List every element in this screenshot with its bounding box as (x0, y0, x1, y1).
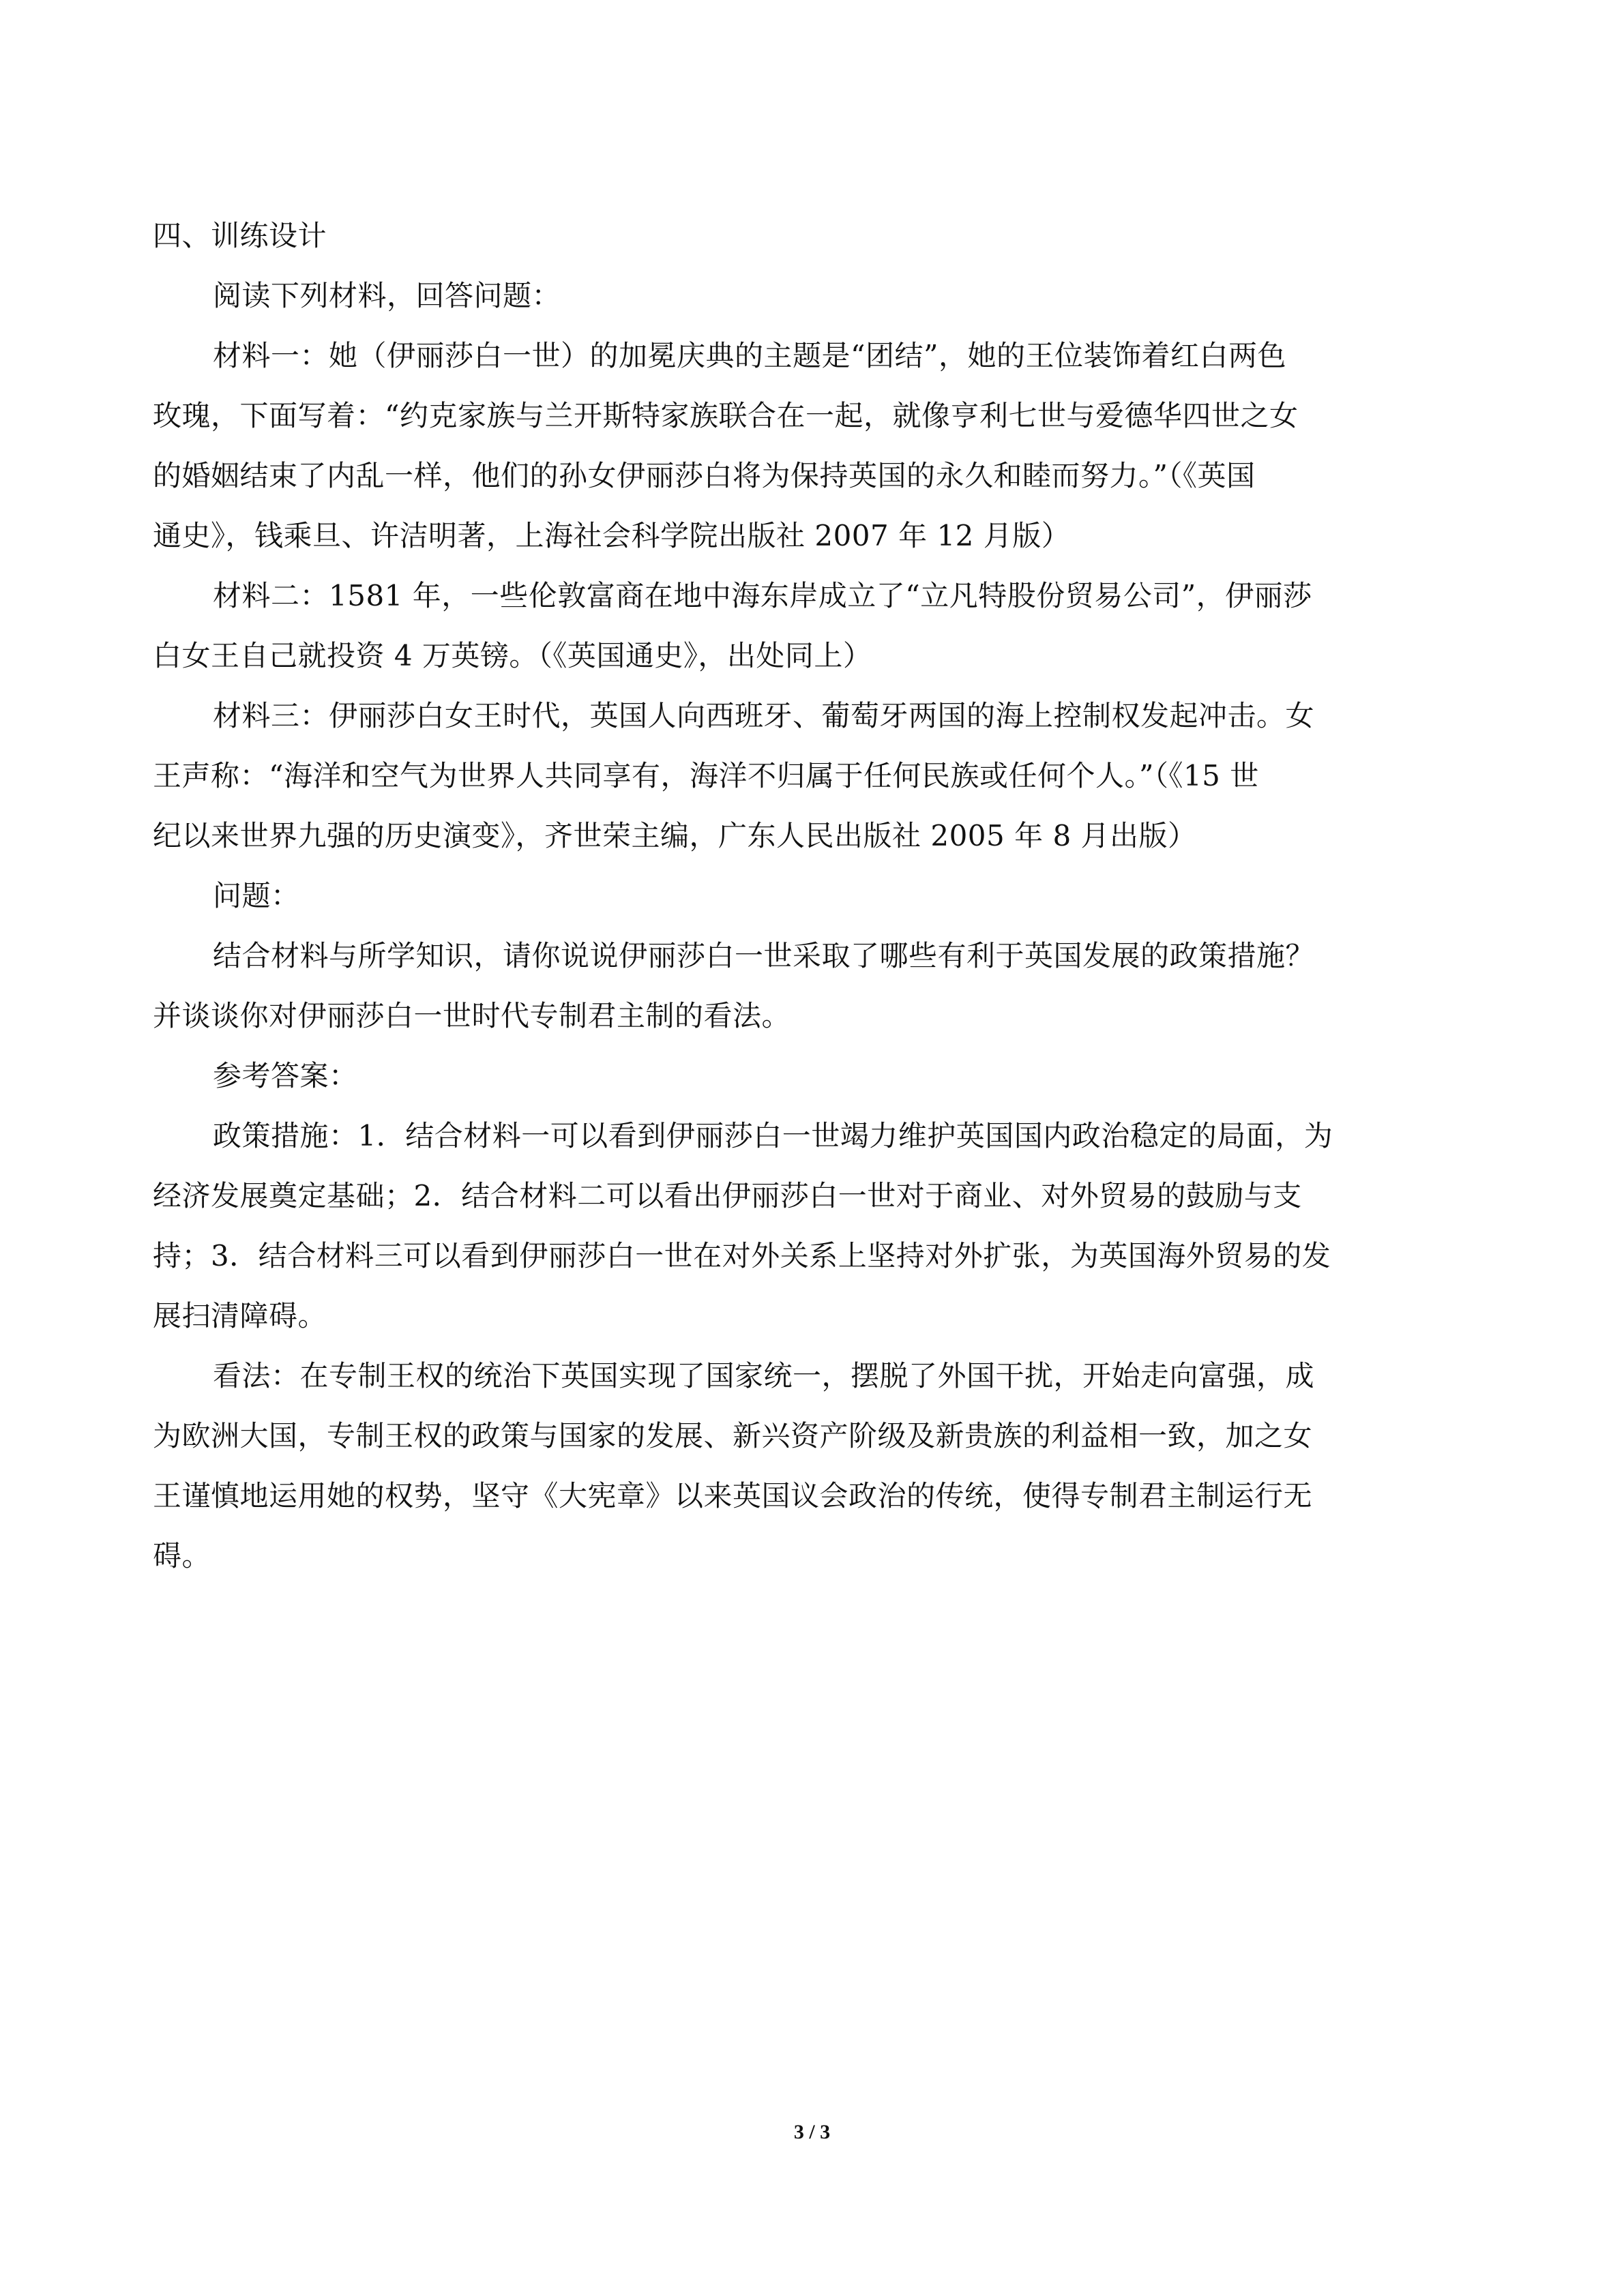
answer-label: 参考答案： (213, 1059, 358, 1092)
material-two-line: 材料二：1581 年，一些伦敦富商在地中海东岸成立了“立凡特股份贸易公司”，伊丽莎 (213, 579, 1312, 612)
question-label: 问题： (213, 879, 300, 912)
material-one-line: 玫瑰，下面写着：“约克家族与兰开斯特家族联合在一起，就像亨利七世与爱德华四世之女 (153, 399, 1299, 432)
material-one-line: 通史》，钱乘旦、许洁明著，上海社会科学院出版社 2007 年 12 月版） (153, 519, 1071, 552)
material-three-line: 纪以来世界九强的历史演变》，齐世荣主编，广东人民出版社 2005 年 8 月出版） (153, 819, 1197, 852)
policy-answer-line: 经济发展奠定基础；2．结合材料二可以看出伊丽莎白一世对于商业、对外贸易的鼓励与支 (153, 1179, 1302, 1212)
policy-answer-line: 持；3．结合材料三可以看到伊丽莎白一世在对外关系上坚持对外扩张，为英国海外贸易的发 (153, 1239, 1331, 1272)
page-number: 3 / 3 (793, 2121, 831, 2143)
material-one-line: 材料一：她（伊丽莎白一世）的加冕庆典的主题是“团结”，她的王位装饰着红白两色 (213, 339, 1286, 372)
policy-answer-line: 展扫清障碍。 (153, 1299, 327, 1332)
view-answer-line: 王谨慎地运用她的权势，坚守《大宪章》以来英国议会政治的传统，使得专制君主制运行无 (153, 1479, 1313, 1512)
view-answer-line: 看法：在专制王权的统治下英国实现了国家统一，摆脱了外国干扰，开始走向富强，成 (213, 1359, 1315, 1392)
policy-answer-line: 政策措施：1．结合材料一可以看到伊丽莎白一世竭力维护英国国内政治稳定的局面，为 (213, 1119, 1333, 1152)
view-answer-line: 碍。 (153, 1539, 211, 1572)
document-body (153, 206, 1475, 1586)
material-three-line: 材料三：伊丽莎白女王时代，英国人向西班牙、葡萄牙两国的海上控制权发起冲击。女 (213, 699, 1315, 732)
material-two-line: 白女王自己就投资 4 万英镑。（《英国通史》，出处同上） (153, 639, 872, 672)
instruction-line: 阅读下列材料，回答问题： (213, 279, 561, 312)
material-three-line: 王声称：“海洋和空气为世界人共同享有，海洋不归属于任何民族或任何个人。”（《15 世 (153, 759, 1259, 792)
question-line: 并谈谈你对伊丽莎白一世时代专制君主制的看法。 (153, 999, 791, 1032)
material-one-line: 的婚姻结束了内乱一样，他们的孙女伊丽莎白将为保持英国的永久和睦而努力。”（《英国 (153, 459, 1256, 492)
question-line: 结合材料与所学知识，请你说说伊丽莎白一世采取了哪些有利于英国发展的政策措施？ (213, 939, 1315, 972)
section-heading: 四、训练设计 (153, 219, 327, 252)
view-answer-line: 为欧洲大国，专制王权的政策与国家的发展、新兴资产阶级及新贵族的利益相一致，加之女 (153, 1419, 1313, 1452)
